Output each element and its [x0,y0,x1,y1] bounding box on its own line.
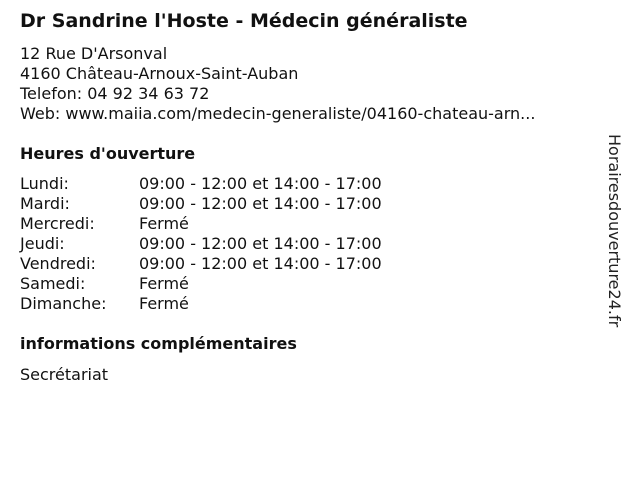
website-link[interactable]: Web: www.maiia.com/medecin-generaliste/04160-chateau-arn... [20,104,536,123]
opening-hours-heading: Heures d'ouverture [20,144,196,163]
day-label: Lundi: [20,174,69,193]
city-address: 4160 Château-Arnoux-Saint-Auban [20,64,299,83]
page-title: Dr Sandrine l'Hoste - Médecin généraliste [20,10,468,32]
day-label: Dimanche: [20,294,107,313]
time-value: Fermé [139,274,189,293]
time-value: 09:00 - 12:00 et 14:00 - 17:00 [139,194,382,213]
additional-info-heading: informations complémentaires [20,334,297,353]
day-label: Mardi: [20,194,70,213]
time-value: 09:00 - 12:00 et 14:00 - 17:00 [139,174,382,193]
day-label: Samedi: [20,274,86,293]
additional-info-text: Secrétariat [20,365,109,384]
address-block [20,44,535,124]
time-value: 09:00 - 12:00 et 14:00 - 17:00 [139,234,382,253]
day-label: Jeudi: [20,234,65,253]
day-label: Mercredi: [20,214,95,233]
phone-number: Telefon: 04 92 34 63 72 [20,84,210,103]
street-address: 12 Rue D'Arsonval [20,44,168,63]
time-value: 09:00 - 12:00 et 14:00 - 17:00 [139,254,382,273]
time-value: Fermé [139,214,189,233]
day-label: Vendredi: [20,254,96,273]
site-watermark: Horairesdouverture24.fr [605,134,624,328]
time-value: Fermé [139,294,189,313]
